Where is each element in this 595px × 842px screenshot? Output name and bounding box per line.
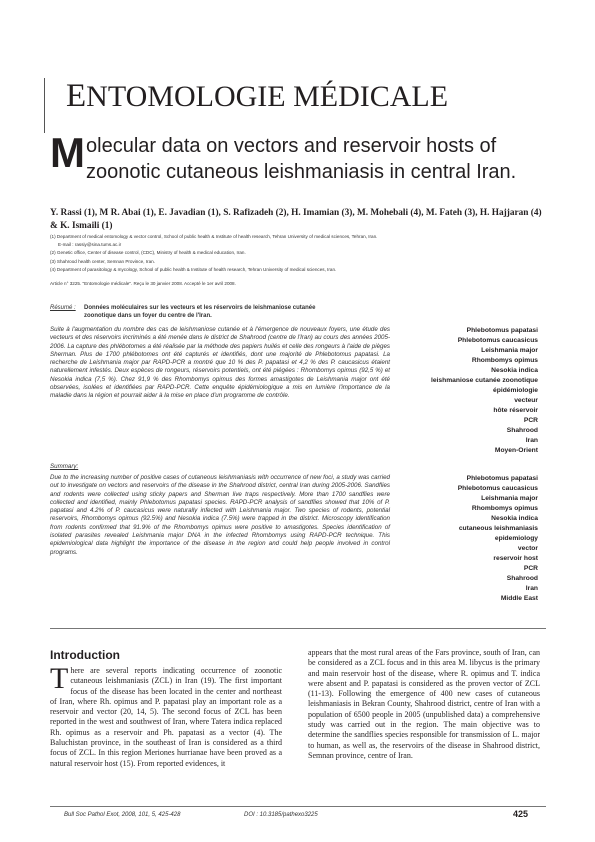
summary-keywords bbox=[358, 474, 538, 604]
author-list: Y. Rassi (1), M R. Abai (1), E. Javadian (1), S. Rafizadeh (2), H. Imamian (3), M. Mohebali (4), M. Fateh (3), H. Hajjaran (4) & K. Ismaili (1) bbox=[50, 208, 542, 231]
title-dropcap: M bbox=[50, 129, 85, 176]
keyword: Iran bbox=[525, 437, 538, 444]
keyword: Middle East bbox=[500, 595, 538, 602]
keyword: PCR bbox=[523, 417, 538, 424]
section-divider bbox=[50, 628, 546, 629]
intro-dropcap: T bbox=[50, 662, 69, 695]
resume-title-line2: zoonotique dans un foyer du centre de l'Iran. bbox=[84, 313, 212, 319]
keyword: Nesokia indica bbox=[491, 367, 538, 374]
keyword: vector bbox=[517, 545, 538, 552]
affiliation-4: (4) Department of parasitology & mycology, School of public health & Institute of health research, Tehran University of medical sciences, Iran. bbox=[50, 266, 337, 272]
keyword: reservoir host bbox=[493, 555, 538, 562]
title-text: olecular data on vectors and reservoir hosts of zoonotic cutaneous leishmaniasis in central Iran. bbox=[86, 135, 517, 183]
affiliation-3: (3) Shahrood health center, Semnan Province, Iran. bbox=[50, 258, 155, 264]
keyword: cutaneous leishmaniasis bbox=[458, 525, 538, 532]
doi: DOI : 10.3185/pathexo3225 bbox=[244, 812, 318, 818]
keyword: hôte réservoir bbox=[493, 407, 538, 414]
keyword: Rhombomys opimus bbox=[471, 505, 538, 512]
keyword: Rhombomys opimus bbox=[471, 357, 538, 364]
footer-rule bbox=[50, 806, 546, 807]
intro-column-1 bbox=[50, 662, 282, 769]
keyword: Shahrood bbox=[506, 427, 538, 434]
intro-column-2 bbox=[308, 648, 540, 761]
keyword: PCR bbox=[523, 565, 538, 572]
resume-keywords bbox=[358, 326, 538, 456]
keyword: leishmaniose cutanée zoonotique bbox=[430, 377, 538, 384]
summary-text: Due to the increasing number of positive cases of cutaneous leishmaniasis with occurrence of new foci, a study was carried out to investigate on vectors and reservoirs of the disease in the Shahrood district, central Iran during 2005-2006. Sandflies and rodents were collected using sticky papers and Sherman live traps respectively. More than 1700 sandflies were collected and identified, mainly Phlebotomus papatasi species. RAPD-PCR analysis of sandflies showed that 10% of P. papatasi and 4.2% of P. caucasicus were naturally infected with Leishmania major. Two species of rodents, potential reservoirs, Rhombomys opimus (92.5%) and Nesokia indica (7.5%) were trapped in the district. Microscopy identification from rodents confirmed that 91.9% of the Rhombomys opimus were positive to amastigotes. Species identification of isolated parasites revealed Leishmania major DNA in the infected Rhombomys using RAPD-PCR technique. This epidemiological data highlight the importance of the disease in the region and could help people involved in control programs. bbox=[50, 474, 390, 556]
keyword: Shahrood bbox=[506, 575, 538, 582]
resume-heading bbox=[50, 304, 315, 320]
keyword: Phlebotomus papatasi bbox=[466, 327, 538, 334]
author-email: E-mail : rassiy@sina.tums.ac.ir bbox=[58, 242, 122, 248]
page-number: 425 bbox=[513, 809, 529, 819]
affiliation-1: (1) Department of medical entomology & vector control, School of public health & Institute of health research, Tehran University of medical sciences, Tehran, Iran. bbox=[50, 234, 378, 239]
article-title bbox=[50, 129, 550, 185]
keyword: Leishmania major bbox=[481, 495, 538, 502]
section-label: NTOMOLOGIE MÉDICALE bbox=[86, 80, 449, 113]
keyword: Moyen-Orient bbox=[494, 447, 538, 454]
keyword: épidémiologie bbox=[493, 387, 538, 394]
intro-col1-text: here are several reports indicating occurrence of zoonotic cutaneous leishmaniasis (ZCL) in Iran (19). The first important focus of the disease has been located in the center and northeast of Iran, where Rh. opimus and P. papatasi play an important role as a reservoir and vector (20, 14, 5). The second focus of ZCL has been reported in the west and southwest of Iran, where Tatera indica replaced Rh. opimus as a reservoir and Ph. papatasi as a vector (4). The Baluchistan province, in the southeast of Iran is considered as a third focus of ZCL. In this region Meriones hurrianae have been proved as a natural reservoir host (15). From reported evidences, it bbox=[50, 666, 282, 768]
keyword: vecteur bbox=[514, 397, 538, 404]
keyword: Leishmania major bbox=[481, 347, 538, 354]
resume-text: Suite à l'augmentation du nombre des cas de leishmaniose cutanée et à l'émergence de nouveaux foyers, une étude des vecteurs et des réservoirs incriminés a été menée dans le district de Shahrood (centre de l'Iran) au cours des années 2005-2006. La capture des phlébotomes a été réalisée par la méthode des papiers huilés et celle des rongeurs à l'aide de pièges Sherman. Plus de 1700 phlébotomes ont été capturés et identifiés, dont une majorité de Phlebotomus papatasi. La recherche de Leishmania major par RAPD-PCR a montré que 10 % des P. papatasi et 4,2 % des P. caucasicus étaient naturellement infestés. Deux espèces de rongeurs, réservoirs potentiels, ont été piégées : Rhombomys opimus (92,5 %) et Nesokia indica (7,5 %). Chez 91,9 % des Rhombomys opimus des formes amastigotes de Leishmania major ont été observées, isolées et identifiées par RAPD-PCR. Cette enquête épidémiologique a mis en lumière l'importance de la maladie dans la région et pourrait aider à la mise en place d'un programme de contrôle. bbox=[50, 326, 390, 400]
keyword: Nesokia indica bbox=[491, 515, 538, 522]
journal-citation: Bull Soc Pathol Exot, 2008, 101, 5, 425-428 bbox=[64, 812, 181, 818]
section-initial: E bbox=[66, 78, 87, 114]
header-vertical-rule bbox=[44, 78, 45, 133]
keyword: epidemiology bbox=[494, 535, 538, 542]
affiliations bbox=[50, 233, 550, 274]
keyword: Phlebotomus caucasicus bbox=[457, 485, 538, 492]
resume-label: Résumé : bbox=[50, 305, 76, 311]
affiliation-2: (2) Genetic office, Center of disease control, (CDC), Ministry of health & medical education, Iran. bbox=[50, 250, 246, 256]
keyword: Phlebotomus caucasicus bbox=[457, 337, 538, 344]
summary-label: Summary: bbox=[50, 463, 79, 470]
resume-title-line1: Données moléculaires sur les vecteurs et les réservoirs de leishmaniose cutanée bbox=[84, 305, 316, 311]
intro-col2-text: appears that the most rural areas of the Fars province, south of Iran, can be considered as a ZCL focus and in this area M. libycus is the primary and main reservoir host of the disease, where R. opimus and T. indica were absent and P. papatasi is considered as the proven vector of ZCL (11-13). Following the emergence of 400 new cases of cutaneous leishmaniasis in Bekran County, Shahrood district, centre of Iran with a population of 6500 people in 2005 (unpublished data) a comprehensive study was carried out in the region. The main objective was to determine the sandflies species responsible for transmission of L. major to human, as well as, the reservoirs of the disease in Shahrood district, Semnan province, centre of Iran. bbox=[308, 648, 540, 760]
section-heading bbox=[66, 78, 448, 115]
article-info: Article n° 3225. "Entomologie médicale". Reçu le 30 janvier 2008. Accepté le 1er avril 2008. bbox=[50, 281, 236, 286]
introduction-heading: Introduction bbox=[50, 648, 120, 662]
keyword: Phlebotomus papatasi bbox=[466, 475, 538, 482]
keyword: Iran bbox=[525, 585, 538, 592]
